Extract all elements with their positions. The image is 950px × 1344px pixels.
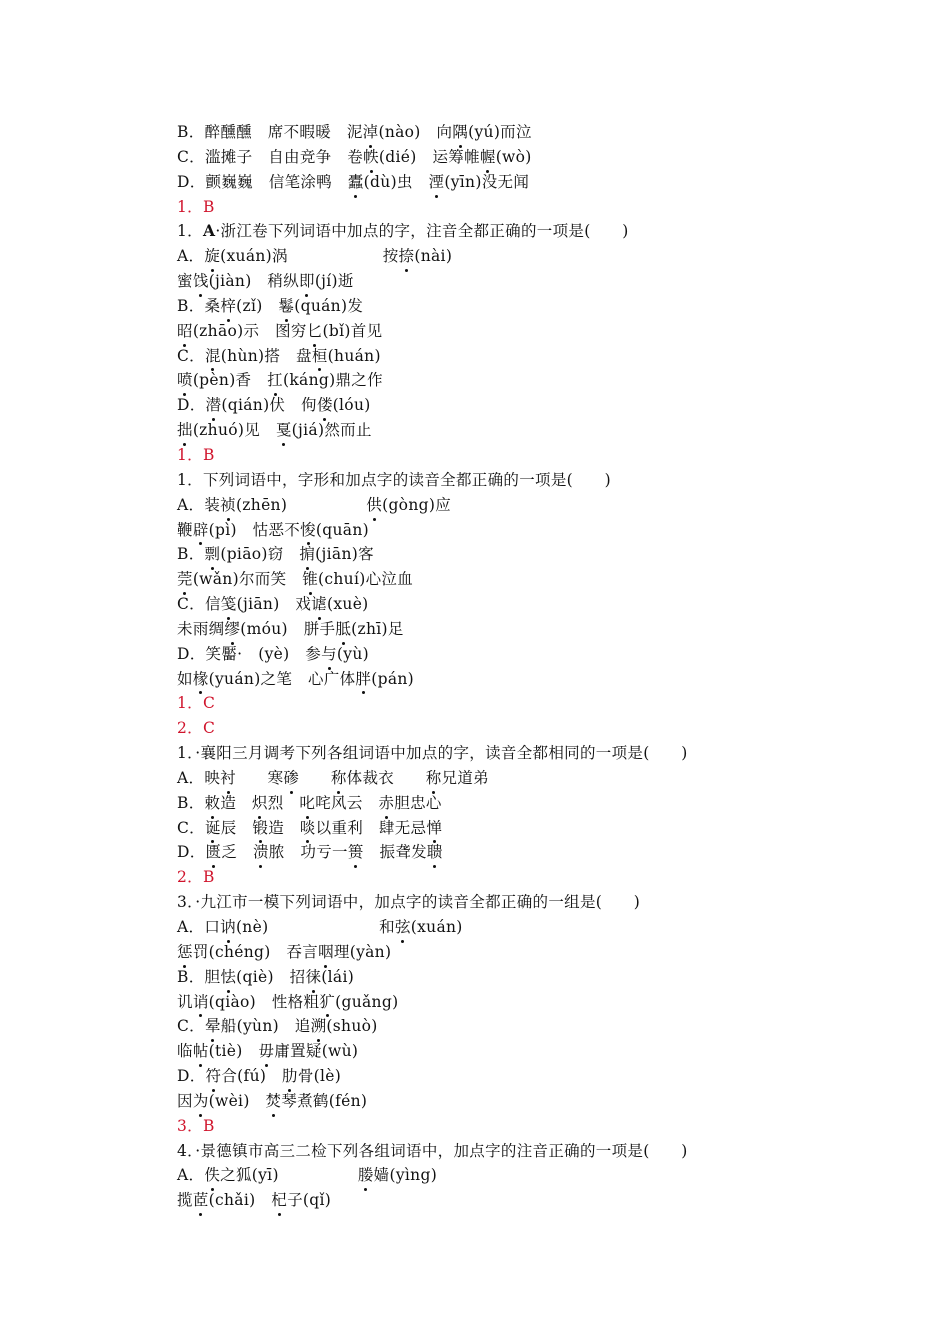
text-line: D．符合(fú) 肋骨(lè) <box>177 1064 897 1089</box>
emphasized-char: 缪 <box>224 617 240 642</box>
emphasized-char: 掮 <box>299 542 315 567</box>
emphasized-char: 剽 <box>205 542 221 567</box>
emphasized-char: 诞 <box>205 816 221 841</box>
emphasized-char: 捺 <box>399 244 415 269</box>
emphasized-char: 敕 <box>205 791 221 816</box>
emphasized-char: 偻 <box>317 393 333 418</box>
bold-char: A <box>202 221 216 241</box>
emphasized-char: 徕 <box>305 965 321 990</box>
emphasized-char: 溯 <box>311 1014 327 1039</box>
emphasized-char: 符 <box>206 1064 222 1089</box>
text-line: 未雨绸缪(móu) 胼手胝(zhī)足 <box>177 617 897 642</box>
emphasized-char: 媵 <box>358 1163 374 1188</box>
text-line: B．敕造 炽烈 叱咤风云 赤胆忠心 <box>177 791 897 816</box>
answer-line: 1．B <box>177 197 215 216</box>
text-line: A．口讷(nè) 和弦(xuán) <box>177 915 897 940</box>
emphasized-char: 聩 <box>427 840 443 865</box>
text-line: C．诞辰 锻造 啖以重利 肆无忌惮 <box>177 816 897 841</box>
text-line: A．旋(xuán)涡 按捺(nài) <box>177 244 897 269</box>
text-line: 如椽(yuán)之笔 心广体胖(pán) <box>177 667 897 692</box>
emphasized-char: 梓 <box>220 294 236 319</box>
text-line: A．装祯(zhēn) 供(gòng)应 <box>177 493 897 518</box>
text-line: 拙(zhuó)见 戛(jiá)然而止 <box>177 418 897 443</box>
emphasized-char: 锥 <box>302 567 318 592</box>
emphasized-char: 佚 <box>204 1163 220 1188</box>
emphasized-char: 辟 <box>193 518 209 543</box>
emphasized-char: 胖 <box>355 667 371 692</box>
emphasized-char: 桓 <box>312 344 328 369</box>
emphasized-char: 悛 <box>300 518 316 543</box>
emphasized-char: 讷 <box>220 915 236 940</box>
emphasized-char: 幄 <box>480 145 496 170</box>
text-line: C．晕船(yùn) 追溯(shuò) <box>177 1014 897 1039</box>
emphasized-char: 弦 <box>395 915 411 940</box>
emphasized-char: 晕 <box>205 1014 221 1039</box>
answer-line: 3．B <box>177 1116 215 1135</box>
document-body <box>177 120 897 1213</box>
emphasized-char: 潜 <box>206 393 222 418</box>
emphasized-char: 与 <box>321 642 337 667</box>
emphasized-char: 衬 <box>220 766 236 791</box>
emphasized-char: 匕 <box>307 319 323 344</box>
emphasized-char: 怯 <box>220 965 236 990</box>
text-line: C．混(hùn)搭 盘桓(huán) <box>177 344 897 369</box>
text-line: 1．·襄阳三月调考下列各组词语中加点的字，读音全都相同的一项是( ) <box>177 744 688 763</box>
emphasized-char: 谑 <box>311 592 327 617</box>
emphasized-char: 鬈 <box>278 294 294 319</box>
text-line: 1．下列词语中，字形和加点字的读音全都正确的一项是( ) <box>177 470 612 489</box>
emphasized-char: 杞 <box>271 1188 287 1213</box>
emphasized-char: 笺 <box>221 592 237 617</box>
emphasized-char: 混 <box>205 344 221 369</box>
text-line: 3．·九江市一模下列词语中，加点字的读音全都正确的一组是( ) <box>177 893 641 912</box>
emphasized-char: 蠹 <box>348 170 364 195</box>
text-line: A．映衬 寒碜 称体裁衣 称兄道弟 <box>177 766 897 791</box>
emphasized-char: 叱 <box>299 791 315 816</box>
emphasized-char: 饯 <box>193 269 209 294</box>
text-line: A．佚之狐(yī) 媵嫱(yìng) <box>177 1163 897 1188</box>
emphasized-char: 椽 <box>193 667 209 692</box>
emphasized-char: 溃 <box>253 840 269 865</box>
emphasized-char: 胝 <box>335 617 351 642</box>
text-line: D．颤巍巍 信笔涂鸭 蠹(dù)虫 湮(yīn)没无闻 <box>177 170 897 195</box>
emphasized-char: 毋 <box>258 1039 274 1064</box>
emphasized-char: 扛 <box>267 368 283 393</box>
emphasized-char: 啖 <box>300 816 316 841</box>
text-line: B．胆怯(qiè) 招徕(lái) <box>177 965 897 990</box>
text-line: D．潜(qián)伏 佝偻(lóu) <box>177 393 897 418</box>
emphasized-char: 惩 <box>177 940 193 965</box>
emphasized-char: 称 <box>331 766 347 791</box>
emphasized-char: 咽 <box>318 940 334 965</box>
text-line: 鞭辟(pì) 怙恶不悛(quān) <box>177 518 897 543</box>
emphasized-char: 赤 <box>378 791 394 816</box>
text-line: B．醉醺醺 席不暇暖 泥淖(nào) 向隅(yú)而泣 <box>177 120 897 145</box>
text-line: 莞(wǎn)尔而笑 锥(chuí)心泣血 <box>177 567 897 592</box>
text-line: 因为(wèi) 焚琴煮鹤(fén) <box>177 1089 897 1114</box>
emphasized-char: 茝 <box>193 1188 209 1213</box>
emphasized-char: 炽 <box>252 791 268 816</box>
emphasized-char: 喷 <box>177 368 193 393</box>
emphasized-char: 匮 <box>206 840 222 865</box>
text-line: 昭(zhāo)示 图穷匕(bǐ)首见 <box>177 319 897 344</box>
text-line: C．滥摊子 自由竞争 卷帙(dié) 运筹帷幄(wò) <box>177 145 897 170</box>
text-line: 揽茝(chǎi) 杞子(qǐ) <box>177 1188 897 1213</box>
emphasized-char: 湮 <box>429 170 445 195</box>
text-line: 喷(pèn)香 扛(káng)鼎之作 <box>177 368 897 393</box>
text-line: 1．A·浙江卷下列词语中加点的字，注音全都正确的一项是( ) <box>177 221 629 241</box>
emphasized-char: 戛 <box>276 418 292 443</box>
answer-line: 1．C <box>177 694 216 713</box>
text-line: B．剽(piāo)窃 掮(jiān)客 <box>177 542 897 567</box>
emphasized-char: 旋 <box>204 244 220 269</box>
text-line: 4．·景德镇市高三二检下列各组词语中，加点字的注音正确的一项是( ) <box>177 1141 688 1160</box>
emphasized-char: 惮 <box>426 816 442 841</box>
emphasized-char: 肋 <box>282 1064 298 1089</box>
emphasized-char: 为 <box>193 1089 209 1114</box>
text-line: C．信笺(jiān) 戏谑(xuè) <box>177 592 897 617</box>
emphasized-char: 拙 <box>177 418 193 443</box>
emphasized-char: 称 <box>426 766 442 791</box>
text-line: D．笑靨· (yè) 参与(yù) <box>177 642 897 667</box>
answer-line: 2．B <box>177 868 215 887</box>
emphasized-char: 帖 <box>193 1039 209 1064</box>
emphasized-char: 莞 <box>177 567 193 592</box>
emphasized-char: 祯 <box>220 493 236 518</box>
emphasized-char: 帙 <box>363 145 379 170</box>
emphasized-char: 供 <box>366 493 382 518</box>
answer-line: 2．C <box>177 719 216 738</box>
emphasized-char: 焚 <box>265 1089 281 1114</box>
emphasized-char: 篑 <box>348 840 364 865</box>
text-line: B．桑梓(zǐ) 鬈(quán)发 <box>177 294 897 319</box>
answer-line: 1．B <box>177 445 215 464</box>
text-line: 蜜饯(jiàn) 稍纵即(jí)逝 <box>177 269 897 294</box>
emphasized-char: 昭 <box>177 319 193 344</box>
text-line: 讥诮(qiào) 性格粗犷(guǎng) <box>177 990 897 1015</box>
emphasized-char: 即 <box>299 269 315 294</box>
text-line: 临帖(tiè) 毋庸置疑(wù) <box>177 1039 897 1064</box>
emphasized-char: 锻 <box>252 816 268 841</box>
emphasized-char: 淖 <box>363 120 379 145</box>
emphasized-char: 诮 <box>193 990 209 1015</box>
text-line: D．匮乏 溃脓 功亏一篑 振聋发聩 <box>177 840 897 865</box>
emphasized-char: 隅 <box>452 120 468 145</box>
emphasized-char: 碜 <box>283 766 299 791</box>
emphasized-char: 犷 <box>319 990 335 1015</box>
text-line: 惩罚(chéng) 吞言咽理(yàn) <box>177 940 897 965</box>
